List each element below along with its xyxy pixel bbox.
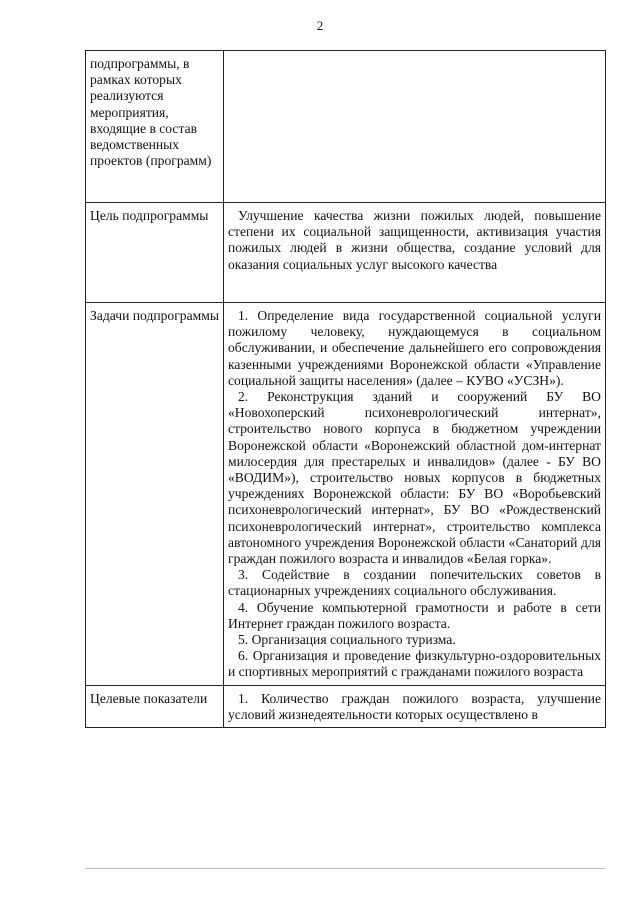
task-item-5: 5. Организация социального туризма. — [238, 632, 456, 648]
task-item-1: 1. Определение вида государственной социальной услуги пожилому человеку, нуждающемуся в социальном обслуживании, и обеспечение дальнейшего его сопровождения казенными учреждениями Воронежской области «Управление социальной защиты населения» (далее – КУВО «УСЗН»). — [228, 308, 601, 388]
task-item-4: 4. Обучение компьютерной грамотности и работе в сети Интернет граждан пожилого возраста. — [228, 599, 601, 631]
indicator-item-1: 1. Количество граждан пожилого возраста, улучшение условий жизнедеятельности которых осуществлено в — [228, 690, 601, 722]
task-item-2: 2. Реконструкция зданий и сооружений БУ ВО «Новохоперский психоневрологический интернат», строительство нового корпуса в бюджетном учреждении Воронежской области «Воронежский областной дом-интернат милосердия для престарелых и инвалидов» (далее - БУ ВО «ВОДИМ»), строительство новых корпусов в бюджетных учреждениях Воронежской области: БУ ВО «Воробьевский психоневрологический интернат», БУ ВО «Рождественский психоневрологический интернат», строительство комплекса автономного учреждения Воронежской области «Санаторий для граждан пожилого возраста и инвалидов «Белая горка». — [228, 389, 601, 567]
task-item-3: 3. Содействие в создании попечительских советов в стационарных учреждениях социального обслуживания. — [228, 567, 601, 599]
goal-text: Улучшение качества жизни пожилых людей, повышение степени их социальной защищенности, активизация участия пожилых людей в жизни общества, создание условий для оказания социальных услуг высокого качества — [228, 208, 601, 272]
page-number: 2 — [316, 18, 324, 33]
program-passport-table — [85, 50, 606, 728]
row-content-indicators — [224, 685, 606, 727]
row-content-goal — [224, 203, 606, 303]
row-content-subprograms — [224, 51, 606, 203]
task-item-6: 6. Организация и проведение физкультурно-оздоровительных и спортивных мероприятий с гражданами пожилого возраста — [228, 648, 601, 680]
table-row — [86, 303, 606, 686]
row-label-subprograms: подпрограммы, в рамках которых реализуются мероприятия, входящие в состав ведомственных проектов (программ) — [86, 51, 224, 203]
row-label-tasks: Задачи подпрограммы — [86, 303, 224, 686]
page-bottom-divider — [85, 868, 605, 869]
table-row — [86, 203, 606, 303]
row-content-tasks — [224, 303, 606, 686]
table-row — [86, 51, 606, 203]
row-label-indicators: Целевые показатели — [86, 685, 224, 727]
row-label-goal: Цель подпрограммы — [86, 203, 224, 303]
table-row — [86, 685, 606, 727]
